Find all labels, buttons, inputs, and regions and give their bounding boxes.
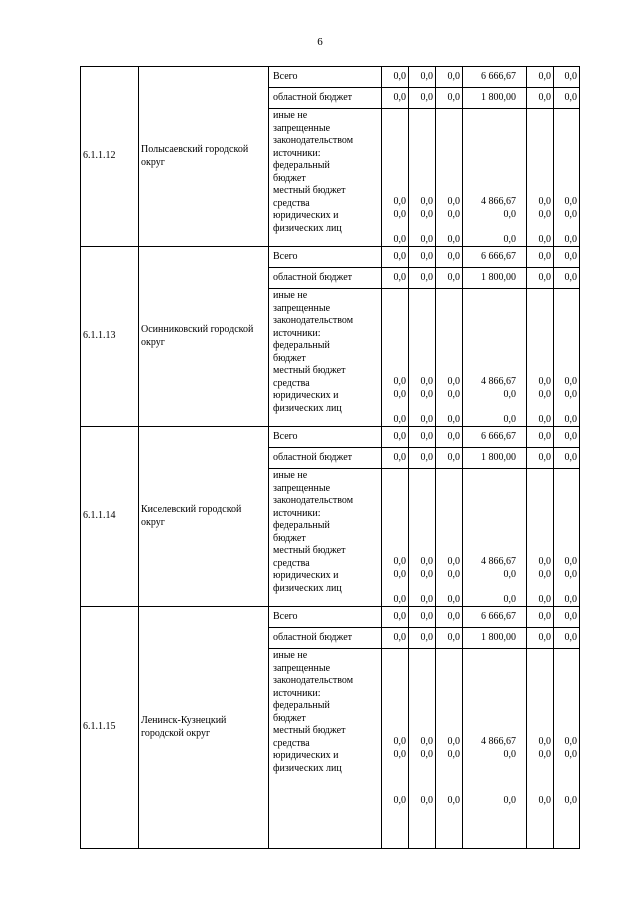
local-value: 0,0 [393,569,406,580]
regional-value: 0,0 [409,268,436,289]
other-sources-cell [436,109,463,247]
local-value: 0,0 [503,389,516,400]
federal-value: 0,0 [420,736,433,747]
row-code: 6.1.1.12 [81,67,139,247]
local-value: 0,0 [420,389,433,400]
regional-value: 0,0 [527,628,554,649]
source-label-line: средства [273,197,310,209]
source-label-line: законодательством [273,675,354,686]
other-sources-cell [436,289,463,427]
local-value: 0,0 [447,389,460,400]
local-value: 0,0 [393,209,406,220]
other-sources-cell [554,469,580,607]
private-value: 0,0 [503,795,516,806]
source-label-regional: областной бюджет [269,448,382,469]
source-label-line: бюджет [273,172,306,184]
other-sources-cell [382,469,409,607]
source-label-line: источники: [273,327,321,339]
private-value: 0,0 [420,234,433,245]
other-sources-cell [527,649,554,849]
source-label-line: средства [273,557,310,569]
row-code: 6.1.1.14 [81,427,139,607]
local-value: 0,0 [420,749,433,760]
regional-value: 0,0 [382,268,409,289]
regional-value: 1 800,00 [463,448,527,469]
private-value: 0,0 [564,795,577,806]
regional-value: 0,0 [409,88,436,109]
regional-value: 0,0 [554,88,580,109]
regional-value: 0,0 [409,628,436,649]
local-value: 0,0 [564,209,577,220]
total-value: 6 666,67 [463,67,527,88]
other-sources-cell [527,109,554,247]
source-label-line: иные не [273,470,308,481]
total-value: 0,0 [409,427,436,448]
row-code: 6.1.1.15 [81,607,139,849]
other-sources-cell [409,109,436,247]
other-sources-cell [463,289,527,427]
local-value: 0,0 [538,209,551,220]
source-label-line: федеральный [273,340,330,351]
regional-value: 1 800,00 [463,268,527,289]
other-sources-cell [554,289,580,427]
total-value: 0,0 [527,67,554,88]
private-value: 0,0 [564,234,577,245]
source-label-line: физических лиц [273,402,342,414]
source-label-line: источники: [273,147,321,159]
regional-value: 0,0 [554,628,580,649]
total-value: 0,0 [554,247,580,268]
federal-value: 0,0 [420,556,433,567]
table-row-total [81,607,580,628]
local-value: 0,0 [503,749,516,760]
local-value: 0,0 [538,389,551,400]
regional-value: 0,0 [436,88,463,109]
source-label-line: законодательством [273,315,354,326]
source-label-line: законодательством [273,135,354,146]
total-value: 0,0 [554,607,580,628]
private-value: 0,0 [447,594,460,605]
private-value: 0,0 [538,414,551,425]
total-value: 0,0 [382,607,409,628]
other-sources-cell [463,109,527,247]
source-label-line: бюджет [273,532,306,544]
total-value: 0,0 [436,427,463,448]
table-row-total [81,67,580,88]
total-value: 0,0 [409,247,436,268]
total-value: 0,0 [382,67,409,88]
private-value: 0,0 [393,795,406,806]
other-sources-cell [382,109,409,247]
private-value: 0,0 [420,795,433,806]
source-label-line: иные не [273,110,308,121]
private-value: 0,0 [420,594,433,605]
local-value: 0,0 [447,569,460,580]
regional-value: 0,0 [436,628,463,649]
row-code: 6.1.1.13 [81,247,139,427]
other-sources-cell [554,649,580,849]
regional-value: 1 800,00 [463,628,527,649]
table-row-total [81,427,580,448]
private-value: 0,0 [393,594,406,605]
municipality-name: Полысаевский городской округ [139,67,269,247]
total-value: 6 666,67 [463,607,527,628]
local-value: 0,0 [564,389,577,400]
private-value: 0,0 [503,234,516,245]
federal-value: 0,0 [393,736,406,747]
other-sources-cell [409,289,436,427]
municipality-name: Осинниковский городской округ [139,247,269,427]
total-value: 0,0 [382,427,409,448]
municipality-name: Ленинск-Кузнецкий городской округ [139,607,269,849]
total-value: 6 666,67 [463,247,527,268]
source-label-line: местный бюджет [273,365,346,376]
federal-value: 0,0 [564,376,577,387]
other-sources-cell [382,649,409,849]
source-label-line: юридических и [273,570,339,581]
regional-value: 0,0 [382,448,409,469]
source-label-regional: областной бюджет [269,88,382,109]
budget-table [80,66,580,849]
source-label-line: источники: [273,507,321,519]
other-sources-cell [527,469,554,607]
private-value: 0,0 [393,234,406,245]
regional-value: 0,0 [527,448,554,469]
source-label-line: федеральный [273,520,330,531]
total-value: 0,0 [554,67,580,88]
federal-value: 0,0 [538,196,551,207]
federal-value: 0,0 [393,376,406,387]
regional-value: 0,0 [527,268,554,289]
regional-value: 0,0 [436,448,463,469]
total-value: 0,0 [527,427,554,448]
federal-value: 0,0 [393,556,406,567]
local-value: 0,0 [538,569,551,580]
source-label-line: местный бюджет [273,185,346,196]
private-value: 0,0 [503,414,516,425]
source-label-line: запрещенные [273,302,331,314]
private-value: 0,0 [538,594,551,605]
other-sources-cell [527,289,554,427]
table-body [81,67,580,849]
source-label-regional: областной бюджет [269,268,382,289]
local-value: 0,0 [538,749,551,760]
source-label-line: запрещенные [273,122,331,134]
regional-value: 0,0 [527,88,554,109]
federal-value: 0,0 [393,196,406,207]
source-label-line: законодательством [273,495,354,506]
regional-value: 1 800,00 [463,88,527,109]
total-value: 0,0 [436,607,463,628]
local-value: 0,0 [503,569,516,580]
source-label-total: Всего [269,247,382,268]
federal-value: 0,0 [564,736,577,747]
private-value: 0,0 [420,414,433,425]
regional-value: 0,0 [554,268,580,289]
federal-value: 0,0 [420,376,433,387]
source-label-total: Всего [269,427,382,448]
local-value: 0,0 [564,749,577,760]
local-value: 0,0 [447,209,460,220]
other-sources-cell [463,469,527,607]
total-value: 0,0 [409,67,436,88]
federal-value: 0,0 [447,736,460,747]
source-label-line: иные не [273,650,308,661]
federal-value: 0,0 [447,556,460,567]
source-label-line: юридических и [273,210,339,221]
source-label-line: иные не [273,290,308,301]
private-value: 0,0 [447,414,460,425]
federal-value: 0,0 [447,376,460,387]
local-value: 0,0 [393,749,406,760]
federal-value: 0,0 [564,556,577,567]
local-value: 0,0 [420,209,433,220]
private-value: 0,0 [564,594,577,605]
regional-value: 0,0 [554,448,580,469]
federal-value: 4 866,67 [481,556,516,567]
federal-value: 0,0 [538,736,551,747]
private-value: 0,0 [503,594,516,605]
source-label-line: федеральный [273,700,330,711]
total-value: 0,0 [554,427,580,448]
source-label-other [269,109,382,247]
private-value: 0,0 [538,795,551,806]
private-value: 0,0 [393,414,406,425]
federal-value: 0,0 [420,196,433,207]
source-label-line: источники: [273,687,321,699]
source-label-line: запрещенные [273,482,331,494]
private-value: 0,0 [447,795,460,806]
source-label-other [269,469,382,607]
regional-value: 0,0 [382,88,409,109]
other-sources-cell [382,289,409,427]
source-label-line: федеральный [273,160,330,171]
total-value: 0,0 [382,247,409,268]
regional-value: 0,0 [436,268,463,289]
source-label-line: средства [273,737,310,749]
other-sources-cell [436,469,463,607]
municipality-name: Киселевский городской округ [139,427,269,607]
source-label-other [269,289,382,427]
federal-value: 4 866,67 [481,196,516,207]
total-value: 0,0 [409,607,436,628]
source-label-line: бюджет [273,712,306,724]
source-label-line: физических лиц [273,582,342,594]
other-sources-cell [409,469,436,607]
source-label-line: местный бюджет [273,725,346,736]
total-value: 0,0 [527,607,554,628]
source-label-line: юридических и [273,390,339,401]
other-sources-cell [463,649,527,849]
other-sources-cell [409,649,436,849]
total-value: 0,0 [436,247,463,268]
federal-value: 4 866,67 [481,376,516,387]
local-value: 0,0 [447,749,460,760]
source-label-line: бюджет [273,352,306,364]
source-label-line: местный бюджет [273,545,346,556]
local-value: 0,0 [564,569,577,580]
local-value: 0,0 [420,569,433,580]
other-sources-cell [436,649,463,849]
source-label-line: средства [273,377,310,389]
source-label-total: Всего [269,607,382,628]
source-label-other [269,649,382,849]
federal-value: 4 866,67 [481,736,516,747]
other-sources-cell [554,109,580,247]
source-label-line: физических лиц [273,222,342,234]
private-value: 0,0 [447,234,460,245]
regional-value: 0,0 [382,628,409,649]
total-value: 0,0 [436,67,463,88]
federal-value: 0,0 [538,556,551,567]
private-value: 0,0 [564,414,577,425]
total-value: 0,0 [527,247,554,268]
source-label-regional: областной бюджет [269,628,382,649]
table-row-total [81,247,580,268]
federal-value: 0,0 [564,196,577,207]
source-label-line: физических лиц [273,762,342,774]
federal-value: 0,0 [538,376,551,387]
total-value: 6 666,67 [463,427,527,448]
source-label-total: Всего [269,67,382,88]
source-label-line: запрещенные [273,662,331,674]
private-value: 0,0 [538,234,551,245]
local-value: 0,0 [503,209,516,220]
federal-value: 0,0 [447,196,460,207]
page-number: 6 [317,36,323,48]
source-label-line: юридических и [273,750,339,761]
local-value: 0,0 [393,389,406,400]
regional-value: 0,0 [409,448,436,469]
